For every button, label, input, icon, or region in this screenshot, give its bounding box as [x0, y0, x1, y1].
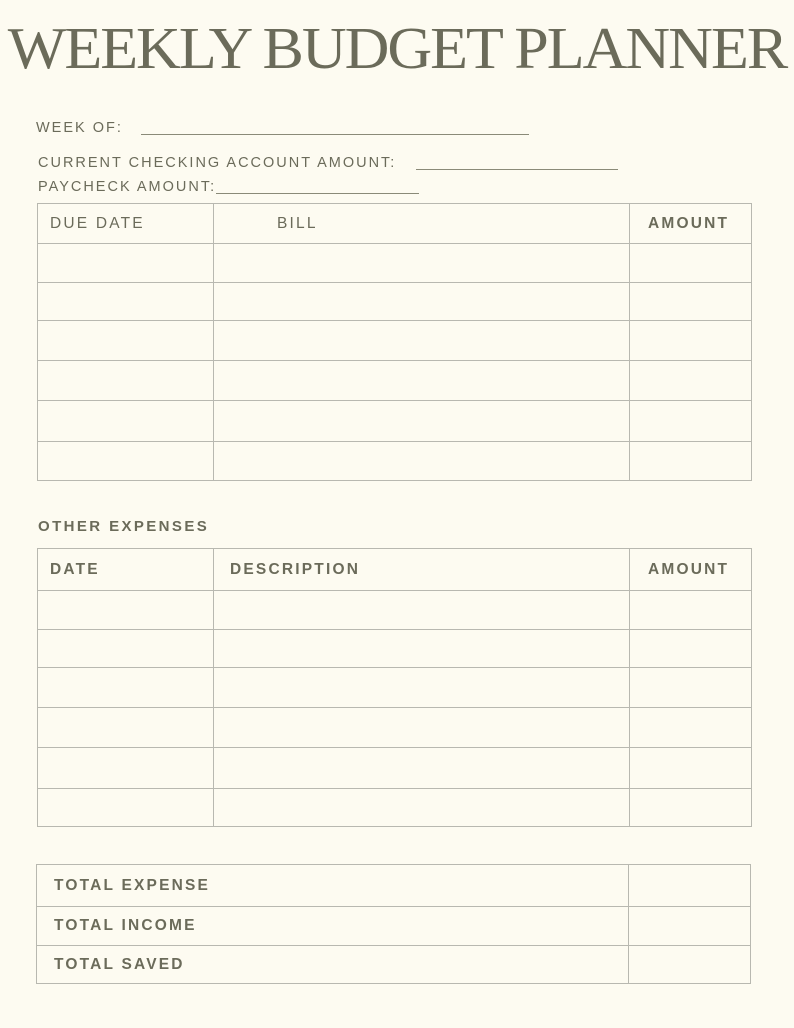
date-cell[interactable]	[38, 708, 214, 748]
page-title: WEEKLY BUDGET PLANNER	[7, 16, 787, 82]
amount-cell[interactable]	[630, 708, 752, 748]
due-date-cell[interactable]	[38, 244, 214, 283]
description-cell[interactable]	[214, 789, 630, 827]
amount-cell[interactable]	[630, 630, 752, 668]
due-date-cell[interactable]	[38, 321, 214, 361]
totals-table	[36, 864, 751, 984]
total-saved-value[interactable]	[629, 946, 751, 984]
amount-header: AMOUNT	[630, 549, 752, 591]
checking-amount-label: CURRENT CHECKING ACCOUNT AMOUNT:	[38, 155, 397, 171]
table-row	[38, 789, 752, 827]
bill-cell[interactable]	[214, 321, 630, 361]
amount-cell[interactable]	[630, 442, 752, 481]
total-expense-label: TOTAL EXPENSE	[37, 865, 629, 907]
date-cell[interactable]	[38, 591, 214, 630]
table-row	[38, 708, 752, 748]
table-row	[38, 630, 752, 668]
description-cell[interactable]	[214, 668, 630, 708]
bill-cell[interactable]	[214, 283, 630, 321]
description-cell[interactable]	[214, 630, 630, 668]
description-cell[interactable]	[214, 748, 630, 789]
other-expenses-header-row	[38, 549, 752, 591]
date-cell[interactable]	[38, 789, 214, 827]
bill-cell[interactable]	[214, 442, 630, 481]
week-of-label: WEEK OF:	[36, 120, 123, 136]
other-expenses-table	[37, 548, 752, 827]
table-row	[38, 668, 752, 708]
checking-amount-field[interactable]	[38, 155, 618, 171]
bill-cell[interactable]	[214, 401, 630, 442]
week-of-line[interactable]	[141, 133, 529, 135]
date-header: DATE	[38, 549, 214, 591]
bill-header: BILL	[214, 204, 630, 244]
amount-cell[interactable]	[630, 668, 752, 708]
total-income-row	[37, 907, 751, 946]
date-cell[interactable]	[38, 748, 214, 789]
date-cell[interactable]	[38, 668, 214, 708]
total-saved-row	[37, 946, 751, 984]
other-expenses-heading: OTHER EXPENSES	[38, 518, 210, 535]
amount-cell[interactable]	[630, 283, 752, 321]
amount-cell[interactable]	[630, 361, 752, 401]
amount-cell[interactable]	[630, 591, 752, 630]
total-income-label: TOTAL INCOME	[37, 907, 629, 946]
paycheck-amount-line[interactable]	[216, 192, 419, 194]
table-row	[38, 442, 752, 481]
total-expense-value[interactable]	[629, 865, 751, 907]
bill-cell[interactable]	[214, 244, 630, 283]
table-row	[38, 401, 752, 442]
bills-header-row	[38, 204, 752, 244]
date-cell[interactable]	[38, 630, 214, 668]
amount-cell[interactable]	[630, 789, 752, 827]
due-date-cell[interactable]	[38, 361, 214, 401]
amount-cell[interactable]	[630, 748, 752, 789]
due-date-cell[interactable]	[38, 283, 214, 321]
due-date-cell[interactable]	[38, 401, 214, 442]
amount-cell[interactable]	[630, 401, 752, 442]
table-row	[38, 283, 752, 321]
amount-cell[interactable]	[630, 244, 752, 283]
total-income-value[interactable]	[629, 907, 751, 946]
week-of-field[interactable]	[36, 120, 529, 136]
description-cell[interactable]	[214, 591, 630, 630]
bills-table	[37, 203, 752, 481]
amount-header: AMOUNT	[630, 204, 752, 244]
checking-amount-line[interactable]	[416, 168, 618, 170]
table-row	[38, 591, 752, 630]
paycheck-amount-field[interactable]	[38, 179, 419, 195]
total-saved-label: TOTAL SAVED	[37, 946, 629, 984]
description-header: DESCRIPTION	[214, 549, 630, 591]
description-cell[interactable]	[214, 708, 630, 748]
table-row	[38, 361, 752, 401]
due-date-cell[interactable]	[38, 442, 214, 481]
due-date-header: DUE DATE	[38, 204, 214, 244]
table-row	[38, 321, 752, 361]
table-row	[38, 748, 752, 789]
table-row	[38, 244, 752, 283]
paycheck-amount-label: PAYCHECK AMOUNT:	[38, 179, 217, 195]
total-expense-row	[37, 865, 751, 907]
amount-cell[interactable]	[630, 321, 752, 361]
bill-cell[interactable]	[214, 361, 630, 401]
